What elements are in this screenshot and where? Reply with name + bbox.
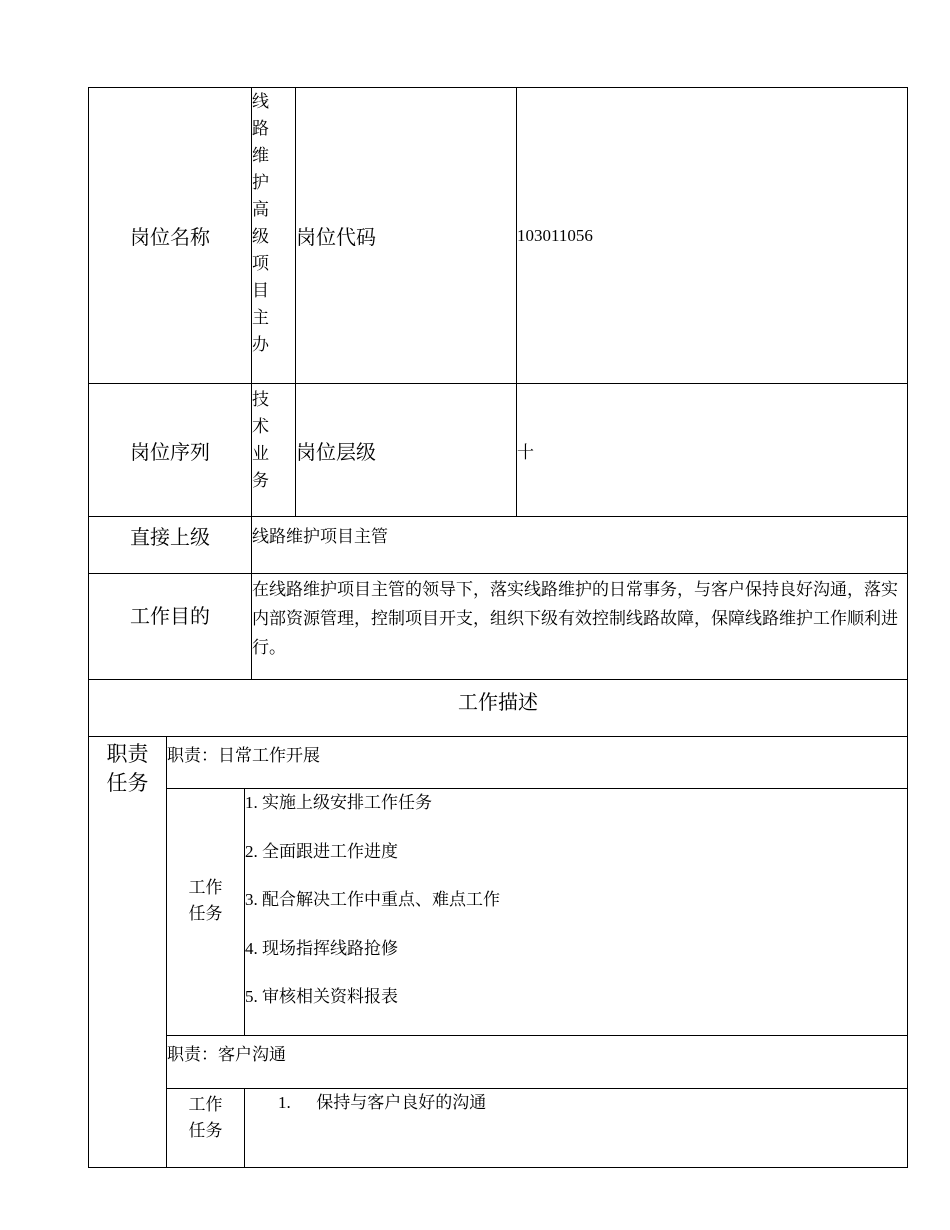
description-header: 工作描述 bbox=[89, 680, 908, 737]
job-table bbox=[88, 87, 908, 1168]
purpose-label: 工作目的 bbox=[89, 574, 252, 680]
list-item: 4. 现场指挥线路抢修 bbox=[245, 938, 398, 958]
list-item: 1. 实施上级安排工作任务 bbox=[245, 793, 432, 812]
position-code-value: 103011056 bbox=[517, 88, 908, 384]
level-label: 岗位层级 bbox=[296, 384, 517, 517]
sequence-value: 技 术 业 务 bbox=[252, 384, 296, 517]
list-item: 2. 全面跟进工作进度 bbox=[245, 841, 398, 861]
list-item: 3. 配合解决工作中重点、难点工作 bbox=[245, 890, 500, 909]
list-item: 1. 保持与客户良好的沟通 bbox=[278, 1093, 487, 1112]
task-list bbox=[245, 789, 908, 1036]
task-label: 工作 任务 bbox=[167, 1089, 245, 1168]
supervisor-label: 直接上级 bbox=[89, 517, 252, 574]
sequence-label: 岗位序列 bbox=[89, 384, 252, 517]
duties-label: 职责 任务 bbox=[89, 737, 167, 1168]
task-label: 工作 任务 bbox=[167, 789, 245, 1036]
responsibility-title: 职责：日常工作开展 bbox=[167, 737, 908, 789]
list-item: 5. 审核相关资料报表 bbox=[245, 987, 398, 1006]
position-name-value: 线 路 维 护 高 级 项 目 主 办 bbox=[252, 88, 296, 384]
purpose-value: 在线路维护项目主管的领导下，落实线路维护的日常事务，与客户保持良好沟通，落实内部资源管理，控制项目开支，组织下级有效控制线路故障，保障线路维护工作顺利进行。 bbox=[252, 574, 908, 680]
job-description-form bbox=[88, 87, 907, 1168]
level-value: 十 bbox=[517, 384, 908, 517]
supervisor-value: 线路维护项目主管 bbox=[252, 517, 908, 574]
task-list bbox=[245, 1089, 908, 1168]
responsibility-title: 职责：客户沟通 bbox=[167, 1036, 908, 1089]
position-name-label: 岗位名称 bbox=[89, 88, 252, 384]
position-code-label: 岗位代码 bbox=[296, 88, 517, 384]
